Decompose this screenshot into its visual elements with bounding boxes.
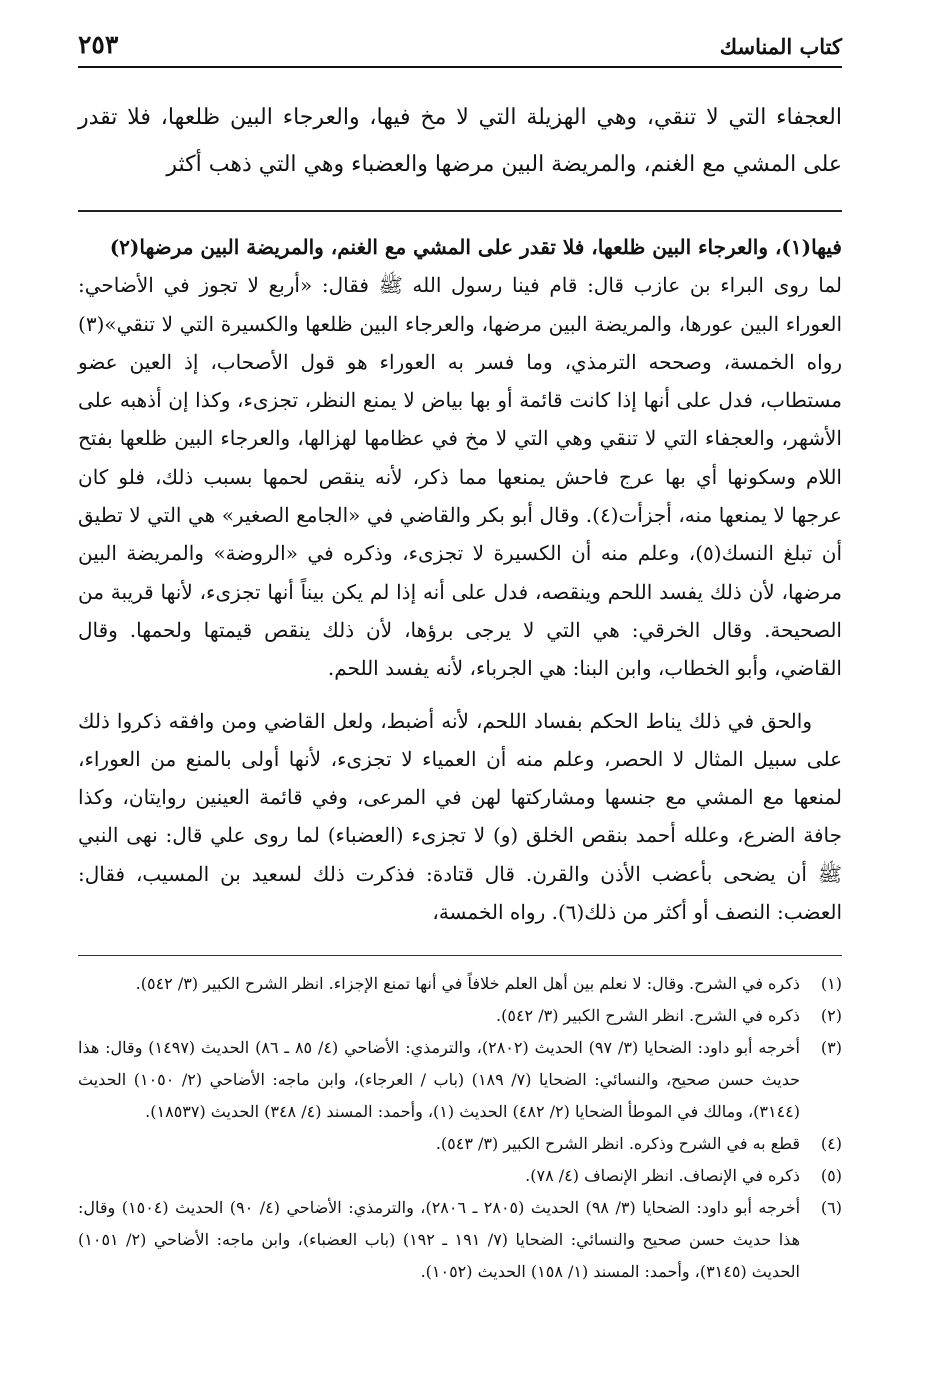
footnote-text: أخرجه أبو داود: الضحايا (٣/ ٩٧) الحديث (٢٨٠٢)، والترمذي: الأضاحي (٤/ ٨٥ ـ ٨٦) الحديث (١٤٩٧) وقال: هذا حديث حسن صحيح، والنسائي: الضحايا (٧/ ١٨٩) (باب / العرجاء)، وابن ماجه: الأضاحي (٢/ ١٠٥٠) الحديث (٣١٤٤)، ومالك في الموطأ الضحايا (٢/ ٤٨٢) الحديث (١)، وأحمد: المسند (٤/ ٣٤٨) الحديث (١٨٥٣٧). <box>78 1038 801 1122</box>
footnote-number: (٣) <box>820 1038 842 1058</box>
footnote-number: (٦) <box>820 1198 842 1218</box>
footnote-number: (٥) <box>820 1166 842 1186</box>
footnote-number: (١) <box>820 974 842 994</box>
footnote <box>78 968 842 1000</box>
commentary-body-1: لما روى البراء بن عازب قال: قام فينا رسول الله ﷺ فقال: «أربع لا تجوز في الأضاحي: العوراء البين عورها، والمريضة البين مرضها، والعرجاء البين ظلعها والكسيرة التي لا تنقي»(٣) رواه الخمسة، وصححه الترمذي، وما فسر به العوراء هو قول الأصحاب، إذ العين عضو مستطاب، فدل على أنها إذا كانت قائمة أو بها بياض لا يمنع النظر، تجزىء، وكذا إن أذهبه على الأشهر، والعجفاء التي لا تنقي وهي التي لا مخ في عظامها لهزالها، والعرجاء البين ظلعها بفتح اللام وسكونها أي بها عرج فاحش يمنعها مما ذكر، لأنه ينقص لحمها بسبب ذلك، فلو كان عرجها لا يمنعها منه، أجزأت(٤). وقال أبو بكر والقاضي في «الجامع الصغير» هي التي لا تطيق أن تبلغ النسك(٥)، وعلم منه أن الكسيرة لا تجزىء، وذكره في «الروضة» والمريضة البين مرضها، لأن ذلك يفسد اللحم وينقصه، فدل على أنه إذا لم يكن بيناً أنها تجزىء، لأنها قريبة من الصحيحة. وقال الخرقي: هي التي لا يرجى برؤها، لأن ذلك ينقص قيمتها ولحمها. وقال القاضي، وأبو الخطاب، وابن البنا: هي الجرباء، لأنه يفسد اللحم. <box>78 273 843 681</box>
matn-text: العجفاء التي لا تنقي، وهي الهزيلة التي لا مخ فيها، والعرجاء البين ظلعها، فلا تقدر على المشي مع الغنم، والمريضة البين مرضها والعضباء وهي التي ذهب أكثر <box>78 105 842 177</box>
footnote-number: (٢) <box>820 1006 842 1026</box>
commentary-paragraph-2: والحق في ذلك يناط الحكم بفساد اللحم، لأنه أضبط، ولعل القاضي ومن وافقه ذكروا ذلك على سبيل المثال لا الحصر، وعلم منه أن العمياء لا تجزىء، لأنها أولى بالمنع من العوراء، لمنعها مع المشي مع جنسها ومشاركتها لهن في المرعى، وفي قائمة العينين روايتان، وكذا جافة الضرع، وعلله أحمد بنقص الخلق (و) لا تجزىء (العضباء) لما روى علي قال: نهى النبي ﷺ أن يضحى بأعضب الأذن والقرن. قال قتادة: فذكرت ذلك لسعيد بن المسيب، فقال: العضب: النصف أو أكثر من ذلك(٦). رواه الخمسة، <box>78 708 842 925</box>
matn-divider <box>78 210 842 212</box>
footnote-text: أخرجه أبو داود: الضحايا (٣/ ٩٨) الحديث (٢٨٠٥ ـ ٢٨٠٦)، والترمذي: الأضاحي (٤/ ٩٠) الحديث (١٥٠٤) وقال: هذا حديث حسن صحيح والنسائي: الضحايا (٧/ ١٩١ ـ ١٩٢) (باب العضباء)، وابن ماجه: الأضاحي (٢/ ١٠٥١) الحديث (٣١٤٥)، وأحمد: المسند (١/ ١٥٨) الحديث (١٠٥٢). <box>78 1198 801 1282</box>
book-page <box>78 30 842 1288</box>
commentary <box>78 228 842 931</box>
footnote <box>78 1160 842 1192</box>
footnote <box>78 1192 842 1288</box>
footnotes <box>78 968 842 1288</box>
footnote <box>78 1032 842 1128</box>
footnote-number: (٤) <box>820 1134 842 1154</box>
page-number: ٢٥٣ <box>78 30 119 59</box>
footnote-text: قطع به في الشرح وذكره. انظر الشرح الكبير (٣/ ٥٤٣). <box>435 1134 800 1154</box>
commentary-lead: فيها(١)، والعرجاء البين ظلعها، فلا تقدر على المشي مع الغنم، والمريضة البين مرضها(٢) <box>109 235 842 259</box>
footnote <box>78 1128 842 1160</box>
book-title: كتاب المناسك <box>719 34 842 59</box>
footnote-divider <box>78 955 842 956</box>
footnote-text: ذكره في الشرح. انظر الشرح الكبير (٣/ ٥٤٢). <box>496 1006 800 1026</box>
footnote-text: ذكره في الشرح. وقال: لا نعلم بين أهل العلم خلافاً في أنها تمنع الإجزاء. انظر الشرح الكبير (٣/ ٥٤٢). <box>135 974 800 994</box>
commentary-paragraph-1 <box>78 228 842 688</box>
page-header <box>78 30 842 68</box>
footnote-text: ذكره في الإنصاف. انظر الإنصاف (٤/ ٧٨). <box>525 1166 800 1186</box>
footnote <box>78 1000 842 1032</box>
